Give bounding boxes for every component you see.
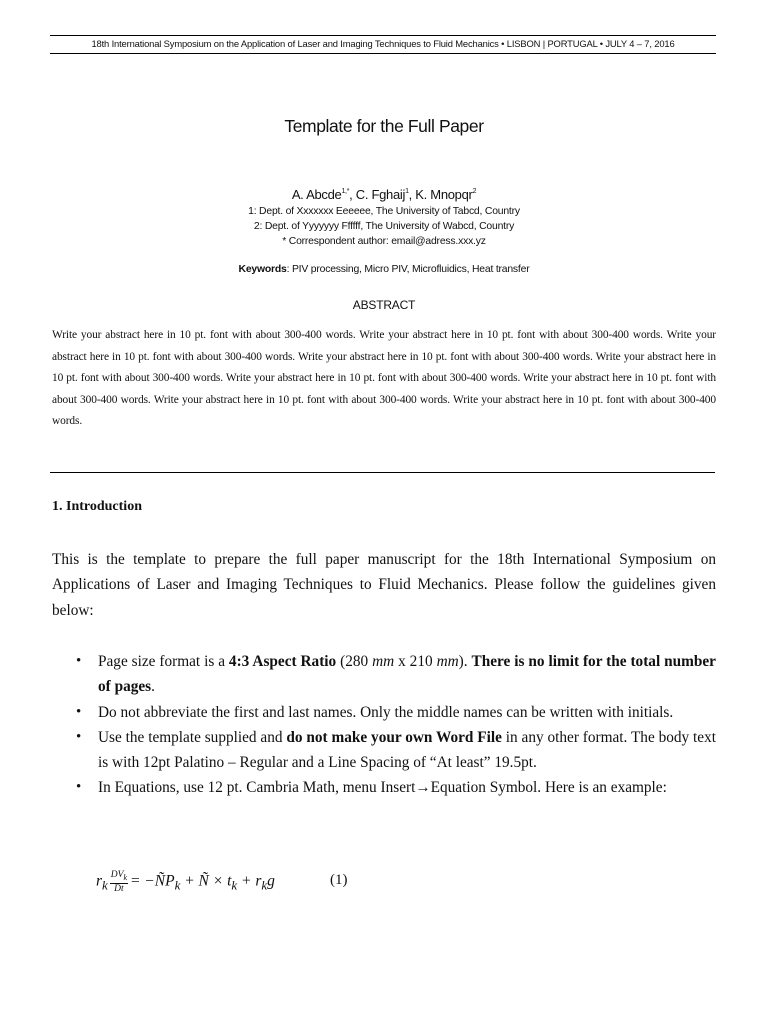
equation-number: (1) — [330, 872, 348, 888]
author-2-affil: 1 — [405, 188, 409, 195]
eq-subscript: k — [261, 877, 268, 893]
author-3-affil: 2 — [472, 188, 477, 195]
list-item-bold: do not make your own Word File — [286, 728, 502, 746]
eq-numerator-text: DV — [110, 870, 124, 880]
author-sep: , — [408, 187, 416, 202]
running-header: 18th International Symposium on the Application of Laser and Imaging Techniques to Fluid Mechanics • LISBON | PORTUGAL • JULY 4 – 7, 2016 — [91, 38, 675, 49]
eq-term: + Ñ × t — [180, 872, 232, 890]
header-bottom-rule — [50, 53, 716, 54]
list-item — [52, 649, 716, 700]
author-1-affil: 1,* — [341, 188, 350, 195]
author-1: A. Abcde — [291, 187, 342, 202]
list-item-bold: 4:3 Aspect Ratio — [228, 653, 337, 670]
eq-fraction — [110, 870, 128, 894]
list-item-text: . — [151, 678, 155, 696]
eq-term: g — [267, 872, 275, 890]
bullet-icon: • — [76, 779, 82, 796]
list-item — [52, 775, 716, 800]
paper-title: Template for the Full Paper — [284, 116, 484, 136]
list-item-text: Do not abbreviate the first and last names. Only the middle names can be written with initials. — [98, 703, 674, 721]
eq-denominator-text: Dt — [114, 883, 124, 894]
list-item-text: in any other format. The body text is with 12pt Palatino – Regular and a Line Spacing of “At least” 19.5pt. — [98, 728, 716, 772]
eq-term: = −ÑP — [129, 872, 175, 890]
header-top-rule — [50, 35, 716, 36]
list-item-text: Page size format is a — [98, 653, 229, 670]
guidelines-list — [52, 649, 716, 801]
eq-term: + r — [237, 872, 262, 890]
keywords-label: Keywords — [238, 264, 287, 275]
list-item — [52, 725, 716, 776]
list-item-text: (280 — [336, 653, 373, 670]
corresponding-author: * Correspondent author: email@adress.xxx.yz — [282, 236, 486, 247]
list-item-text: ). — [458, 653, 472, 670]
list-item-text: Use the template supplied and — [98, 728, 287, 746]
eq-subscript: k — [123, 872, 127, 882]
unit-text: mm — [372, 653, 395, 670]
equation-1 — [96, 870, 348, 894]
keywords — [0, 264, 768, 275]
affiliation-1: 1: Dept. of Xxxxxxx Eeeeee, The University of Tabcd, Country — [248, 206, 520, 217]
author-3: K. Mnopqr — [415, 187, 473, 202]
eq-subscript: k — [231, 877, 238, 893]
eq-subscript: k — [102, 877, 108, 893]
section-heading-introduction: 1. Introduction — [52, 499, 142, 514]
eq-denominator — [110, 884, 128, 894]
eq-numerator — [110, 870, 128, 884]
bullet-icon: • — [76, 703, 82, 720]
eq-symbol: r — [96, 872, 103, 890]
author-list — [0, 187, 768, 202]
intro-paragraph: This is the template to prepare the full paper manuscript for the 18th International Symposium on Applications of Laser and Imaging Techniques to Fluid Mechanics. Please follow the guidelines given below: — [52, 551, 716, 619]
list-item-text: x 210 — [394, 653, 437, 670]
bullet-icon: • — [76, 728, 82, 745]
unit-text: mm — [436, 653, 459, 670]
affiliation-2: 2: Dept. of Yyyyyyy Ffffff, The University of Wabcd, Country — [253, 221, 515, 232]
list-item-text: In Equations, use 12 pt. Cambria Math, menu Insert→Equation Symbol. Here is an example: — [98, 779, 667, 797]
bullet-icon: • — [76, 653, 82, 669]
list-item-bold: There is no limit for the total number of pages — [98, 653, 716, 696]
keywords-text: : PIV processing, Micro PIV, Microfluidics, Heat transfer — [286, 264, 530, 275]
eq-subscript: k — [174, 877, 181, 893]
author-sep: , — [349, 187, 356, 202]
abstract-heading: ABSTRACT — [352, 298, 416, 312]
abstract-body: Write your abstract here in 10 pt. font with about 300-400 words. Write your abstract here in 10 pt. font with about 300-400 words. Write your abstract here in 10 pt. font with about 300-400 words. Write your abstract here in 10 pt. font with about 300-400 words. Write your abstract here in 10 pt. font with about 300-400 words. Write your abstract here in 10 pt. font with about 300-400 words. Write your abstract here in 10 pt. font with about 300-400 words. Write your abstract here in 10 pt. font with about 300-400 words. Write your abstract here in 10 pt. font with about 300-400 words. — [52, 329, 716, 427]
section-divider — [50, 472, 715, 473]
author-2: C. Fghaij — [355, 187, 406, 202]
list-item — [52, 700, 716, 725]
